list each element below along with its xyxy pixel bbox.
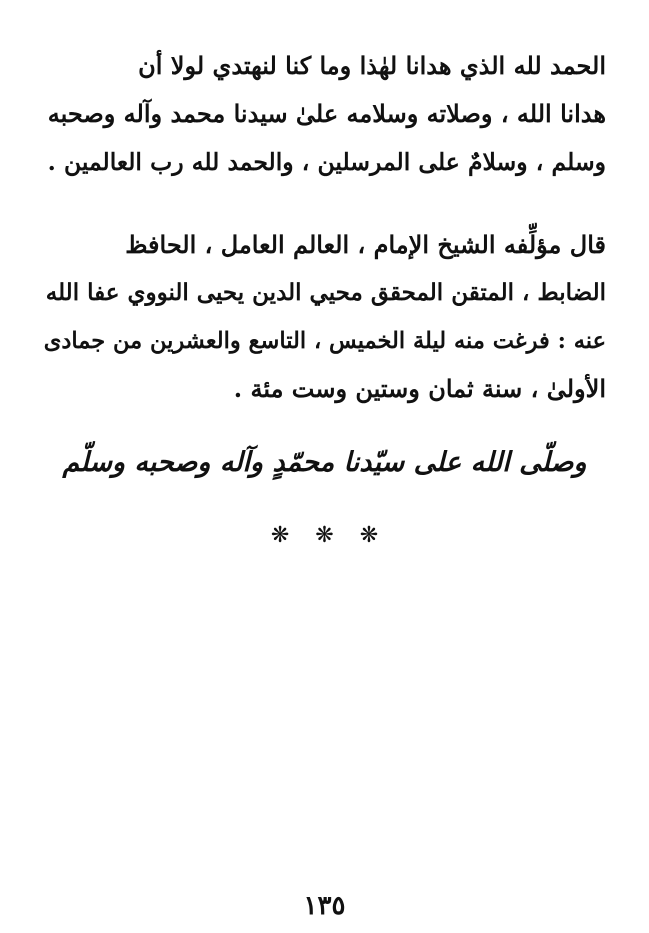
colophon-paragraph: [40, 221, 606, 413]
text-line: عنه : فرغت منه ليلة الخميس ، التاسع والعشرين من جمادى: [43, 328, 606, 354]
text-line: الضابط ، المتقن المحقق محيي الدين يحيى النووي عفا الله: [45, 279, 606, 306]
text-line: قال مؤلِّفه الشيخ الإمام ، العالم العامل ، الحافظ: [125, 230, 606, 259]
text-line: الحمد لله الذي هدانا لهٰذا وما كنا لنهتدي لولا أن: [138, 51, 606, 80]
ornament-divider: ❋❋❋: [270, 523, 405, 548]
text-line: الأولىٰ ، سنة ثمان وستين وست مئة .: [233, 374, 606, 403]
page-number: ١٣٥: [303, 891, 346, 921]
calligraphic-salutation: وصلّى الله على سيّدنا محمّدٍ وآله وصحبه وسلّم: [62, 447, 587, 478]
text-line: هدانا الله ، وصلاته وسلامه علىٰ سيدنا محمد وآله وصحبه: [47, 99, 606, 128]
text-line: وسلم ، وسلامٌ على المرسلين ، والحمد لله رب العالمين .: [47, 148, 606, 176]
closing-praise-paragraph: [40, 42, 606, 186]
